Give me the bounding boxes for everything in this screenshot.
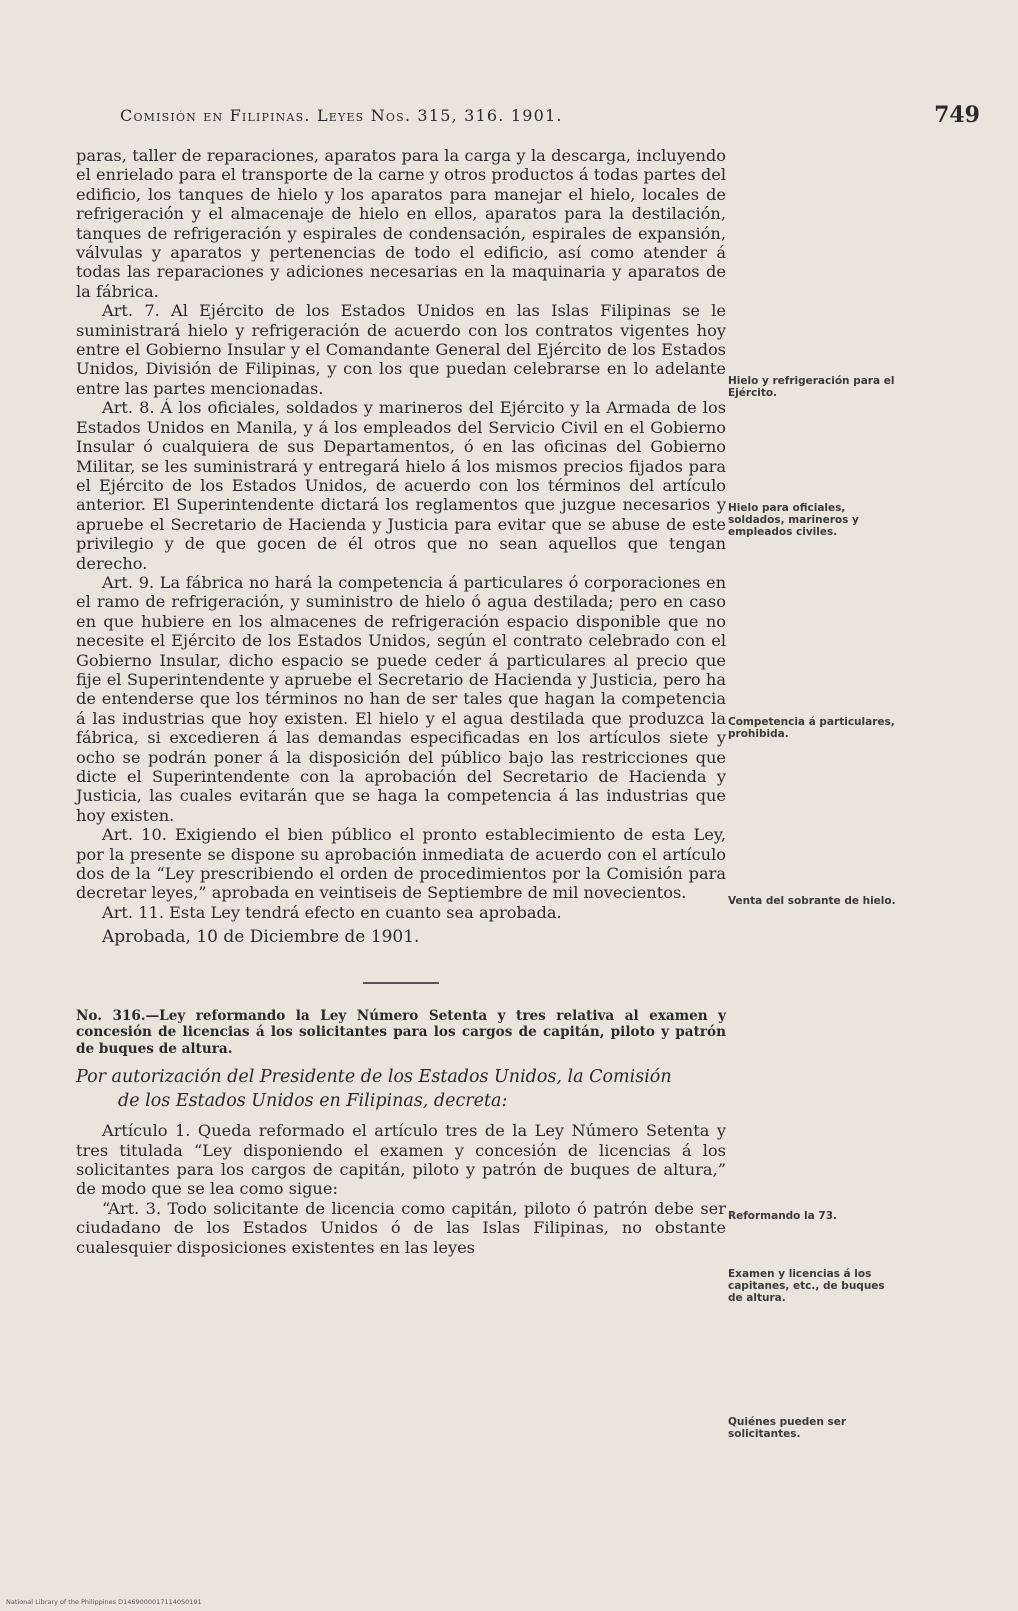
paragraph-continued: paras, taller de reparaciones, aparatos para la carga y la descarga, incluyendo el enrielado para el transporte de la carne y otros productos á todas partes del edificio, los tanques de hielo y los aparatos para manejar el hielo, locales de refrigeración y el almacenaje de hielo en ellos, aparatos para la destilación, tanques de refrigeración y espirales de condensación, espirales de expansión, válvulas y aparatos y pertenencias de todo el edificio, así como atender á todas las reparaciones y adiciones necesarias en la maquinaria y aparatos de la fábrica.: [76, 146, 726, 301]
approval-date: Aprobada, 10 de Diciembre de 1901.: [102, 927, 420, 948]
margin-note-officers-ice: Hielo para oficiales, soldados, marineros y empleados civiles.: [728, 502, 859, 538]
section-divider: [363, 982, 439, 984]
body-text: [76, 146, 726, 1257]
margin-note-surplus-sale: Venta del sobrante de hielo.: [728, 895, 896, 907]
enacting-clause-line-2: de los Estados Unidos en Filipinas, decreta:: [118, 1091, 508, 1112]
law-316-article-1: Artículo 1. Queda reformado el artículo tres de la Ley Número Setenta y tres titulada “Ley disponiendo el examen y concesión de licencias á los solicitantes para los cargos de capitán, piloto y patrón de buques de altura,” de modo que se lea como sigue:: [76, 1121, 726, 1199]
article-7: Art. 7. Al Ejército de los Estados Unidos en las Islas Filipinas se le suministrará hielo y refrigeración de acuerdo con los contratos vigentes hoy entre el Gobierno Insular y el Comandante General del Ejército de los Estados Unidos, División de Filipinas, y con los que puedan celebrarse en lo adelante entre las partes mencionadas.: [76, 301, 726, 398]
margin-note-amending-73: Reformando la 73.: [728, 1210, 837, 1222]
article-9: Art. 9. La fábrica no hará la competencia á particulares ó corporaciones en el ramo de refrigeración, y suministro de hielo ó agua destilada; pero en caso en que hubiere en los almacenes de refrigeración espacio disponible que no necesite el Ejército de los Estados Unidos, según el contrato celebrado con el Gobierno Insular, dicho espacio se puede ceder á particulares al precio que fije el Superintendente y apruebe el Secretario de Hacienda y Justicia, pero ha de entenderse que los términos no han de ser tales que hagan la competencia á las industrias que hoy existen. El hielo y el agua destilada que produzca la fábrica, si excedieren á las demandas especificadas en los artículos siete y ocho se podrán poner á la disposición del público bajo las restricciones que dicte el Superintendente con la aprobación del Secretario de Hacienda y Justicia, las cuales evitarán que se haga la competencia á las industrias que hoy existen.: [76, 572, 726, 825]
margin-note-competition: Competencia á particulares, prohibida.: [728, 716, 895, 740]
page-header: [120, 102, 980, 132]
margin-note-army-ice: Hielo y refrigeración para el Ejército.: [728, 375, 895, 399]
enacting-clause: [76, 1065, 726, 1113]
page-number: 749: [934, 102, 980, 128]
article-10: Art. 10. Exigiendo el bien público el pronto establecimiento de esta Ley, por la presente se dispone su aprobación inmediata de acuerdo con el artículo dos de la “Ley prescribiendo el orden de procedimientos por la Comisión para decretar leyes,” aprobada en veintiseis de Septiembre de mil novecientos.: [76, 825, 726, 903]
enacting-clause-line-1: Por autorización del Presidente de los Estados Unidos, la Comisión: [76, 1067, 672, 1088]
article-8: Art. 8. Á los oficiales, soldados y marineros del Ejército y la Armada de los Estados Unidos en Manila, y á los empleados del Servicio Civil en el Gobierno Insular ó cualquiera de sus Departamentos, ó en las oficinas del Gobierno Militar, se les suministrará y entregará hielo á los mismos precios fijados para el Ejército de los Estados Unidos, de acuerdo con los términos del artículo anterior. El Superintendente dictará los reglamentos que juzgue necesarios y apruebe el Secretario de Hacienda y Justicia para evitar que se abuse de este privilegio y de que gocen de él otros que no sean aquellos que tengan derecho.: [76, 398, 726, 573]
law-316-title: No. 316.—Ley reformando la Ley Número Setenta y tres relativa al examen y concesión de licencias á los solicitantes para los cargos de capitán, piloto y patrón de buques de altura.: [76, 1007, 726, 1057]
margin-note-applicants: Quiénes pueden ser solicitantes.: [728, 1416, 847, 1440]
article-11: Art. 11. Esta Ley tendrá efecto en cuanto sea aprobada.: [102, 902, 562, 922]
scan-footer: National Library of the Philippines D14690000171140S0191: [6, 1598, 202, 1606]
law-316-article-3-quote: “Art. 3. Todo solicitante de licencia como capitán, piloto ó patrón debe ser ciudadano de los Estados Unidos ó de las Islas Filipinas, no obstante cualesquier disposiciones existentes en las leyes: [76, 1198, 726, 1257]
running-head: Comisión en Filipinas. Leyes Nos. 315, 316. 1901.: [120, 106, 563, 125]
margin-note-exams-licences: Examen y licencias á los capitanes, etc., de buques de altura.: [728, 1268, 885, 1304]
